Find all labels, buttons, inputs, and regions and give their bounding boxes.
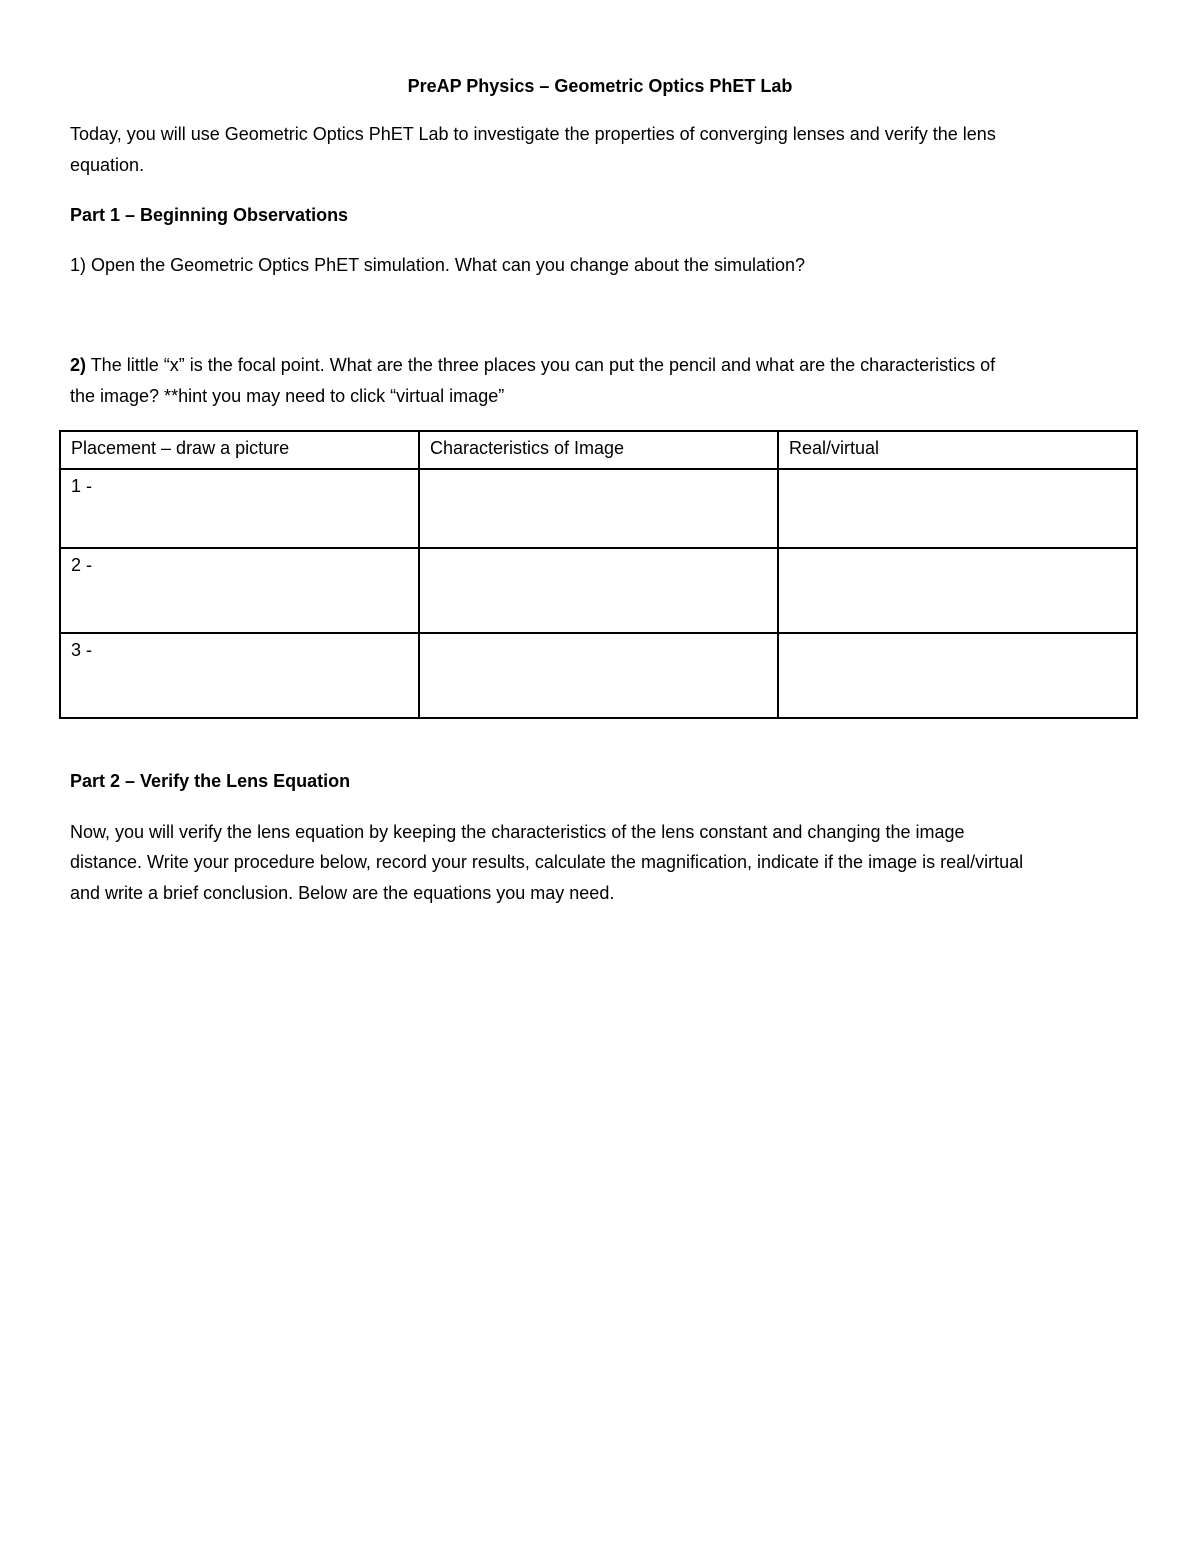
intro-line-2: equation.	[70, 155, 145, 175]
table-cell[interactable]	[419, 469, 778, 548]
table-cell[interactable]: 1 -	[60, 469, 419, 548]
question-2-number: 2)	[70, 355, 87, 375]
table-cell[interactable]	[778, 548, 1137, 633]
table-header-row	[60, 431, 1137, 469]
table-cell[interactable]	[419, 633, 778, 718]
table-row	[60, 633, 1137, 718]
table-cell[interactable]	[419, 548, 778, 633]
question-2-text-line-1: The little “x” is the focal point. What are the three places you can put the pencil and what are the characteristics of	[86, 355, 996, 375]
table-cell[interactable]	[778, 633, 1137, 718]
table-row	[60, 548, 1137, 633]
part2-line-3: and write a brief conclusion. Below are the equations you may need.	[70, 883, 615, 903]
header-placement: Placement – draw a picture	[60, 431, 419, 469]
observation-table	[59, 430, 1138, 719]
table-row	[60, 469, 1137, 548]
question-2	[70, 350, 995, 380]
header-real-virtual: Real/virtual	[778, 431, 1137, 469]
table-cell[interactable]: 3 -	[60, 633, 419, 718]
part2-heading: Part 2 – Verify the Lens Equation	[70, 771, 351, 791]
question-1	[70, 250, 805, 280]
question-2-text-line-2: the image? **hint you may need to click “virtual image”	[70, 386, 505, 406]
table-cell[interactable]	[778, 469, 1137, 548]
question-1-text: Open the Geometric Optics PhET simulation. What can you change about the simulation?	[86, 255, 806, 275]
table-cell[interactable]: 2 -	[60, 548, 419, 633]
page-title: PreAP Physics – Geometric Optics PhET Lab	[407, 76, 793, 96]
question-1-number: 1)	[70, 255, 87, 275]
intro-line-1: Today, you will use Geometric Optics PhET Lab to investigate the properties of converging lenses and verify the lens	[70, 124, 996, 144]
part1-heading: Part 1 – Beginning Observations	[70, 205, 349, 225]
part2-line-1: Now, you will verify the lens equation by keeping the characteristics of the lens constant and changing the image	[70, 822, 965, 842]
header-characteristics: Characteristics of Image	[419, 431, 778, 469]
part2-line-2: distance. Write your procedure below, record your results, calculate the magnification, indicate if the image is real/virtual	[70, 852, 1024, 872]
